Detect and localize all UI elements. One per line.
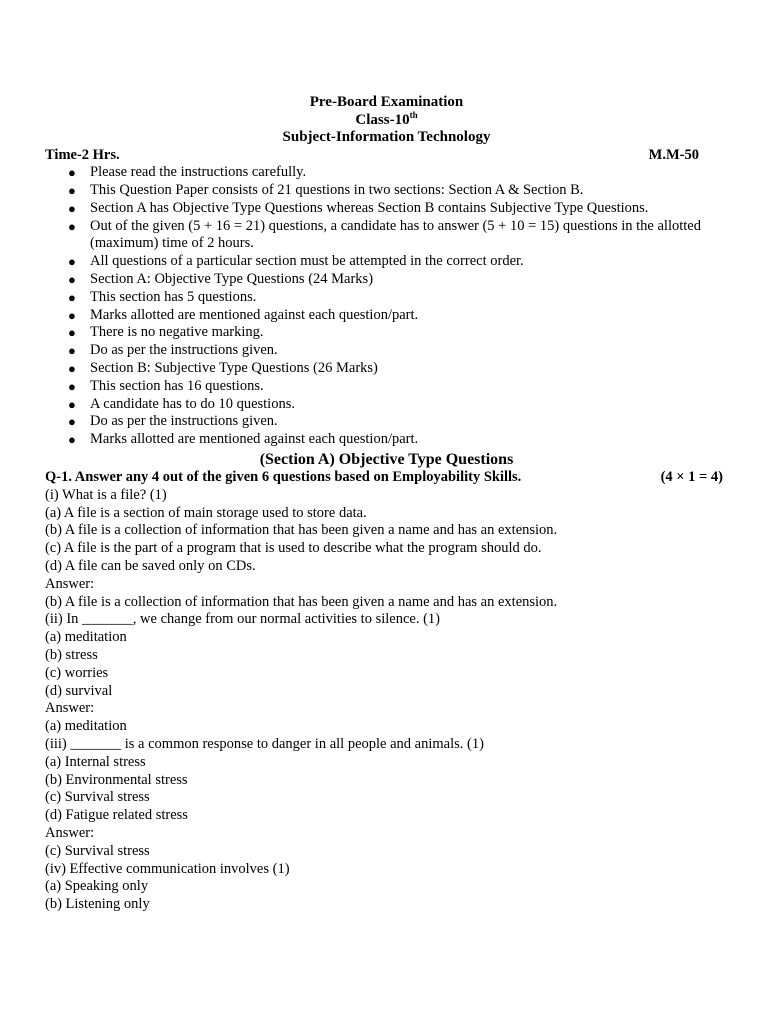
answer-label: Answer: — [45, 700, 95, 717]
option-line: (a) meditation — [45, 629, 127, 646]
instruction-item: ● This section has 16 questions. — [68, 377, 264, 394]
instruction-item: ● Out of the given (5 + 16 = 21) questions, a candidate has to answer (5 + 10 = 15) questions in the allotted (maximum) time of 2 hours. — [68, 217, 701, 252]
option-line: (d) Fatigue related stress — [45, 807, 188, 824]
question-1-text: Q-1. Answer any 4 out of the given 6 questions based on Employability Skills. — [45, 469, 522, 486]
option-line: (a) Internal stress — [45, 753, 146, 770]
option-line: (b) A file is a collection of information that has been given a name and has an extension. — [45, 522, 558, 539]
bullet-icon: ● — [68, 432, 76, 448]
answer-line: (b) A file is a collection of information that has been given a name and has an extension. — [45, 593, 558, 610]
instruction-item: ● Please read the instructions carefully. — [68, 164, 307, 181]
question-lines — [45, 487, 728, 914]
option-line: (b) stress — [45, 647, 98, 664]
instructions-list — [45, 164, 728, 449]
section-a-heading: (Section A) Objective Type Questions — [259, 451, 514, 469]
max-marks-label: M.M-50 — [648, 146, 699, 163]
option-line: (a) A file is a section of main storage used to store data. — [45, 504, 367, 521]
bullet-icon: ● — [68, 183, 76, 199]
bullet-icon: ● — [68, 200, 76, 216]
instruction-item: ● Section B: Subjective Type Questions (26 Marks) — [68, 360, 378, 377]
bullet-icon: ● — [68, 272, 76, 288]
question-1-marks: (4 × 1 = 4) — [660, 469, 723, 486]
question-line: (iv) Effective communication involves (1) — [45, 860, 290, 877]
bullet-icon: ● — [68, 165, 76, 181]
instruction-item: ● This section has 5 questions. — [68, 288, 257, 305]
question-1-row — [45, 469, 728, 487]
class-text: Class-10 — [355, 111, 410, 128]
class-superscript: th — [409, 109, 418, 120]
bullet-icon: ● — [68, 378, 76, 394]
option-line: (c) A file is the part of a program that is used to describe what the program should do. — [45, 540, 542, 557]
answer-label: Answer: — [45, 575, 95, 592]
exam-title: Pre-Board Examination — [309, 94, 464, 110]
instruction-item: ● Marks allotted are mentioned against each question/part. — [68, 306, 419, 323]
instruction-item: ● Marks allotted are mentioned against each question/part. — [68, 431, 419, 448]
option-line: (a) Speaking only — [45, 878, 149, 895]
instruction-item: ● Section A: Objective Type Questions (24 Marks) — [68, 271, 374, 288]
answer-label: Answer: — [45, 824, 95, 841]
option-line: (b) Environmental stress — [45, 771, 188, 788]
bullet-icon: ● — [68, 361, 76, 377]
instruction-item: ● All questions of a particular section must be attempted in the correct order. — [68, 253, 524, 270]
bullet-icon: ● — [68, 325, 76, 341]
time-label: Time-2 Hrs. — [45, 146, 120, 163]
instruction-item: ● Section A has Objective Type Questions whereas Section B contains Subjective Type Questions. — [68, 199, 649, 216]
time-marks-row — [45, 147, 728, 165]
instruction-item: ● This Question Paper consists of 21 questions in two sections: Section A & Section B. — [68, 182, 584, 199]
bullet-icon: ● — [68, 396, 76, 412]
bullet-icon: ● — [68, 414, 76, 430]
bullet-icon: ● — [68, 254, 76, 270]
instruction-item: ● Do as per the instructions given. — [68, 413, 278, 430]
bullet-icon: ● — [68, 307, 76, 323]
answer-line: (a) meditation — [45, 718, 127, 735]
question-line: (iii) _______ is a common response to danger in all people and animals. (1) — [45, 736, 484, 752]
option-line: (c) worries — [45, 664, 109, 681]
bullet-icon: ● — [68, 218, 76, 234]
instruction-item: ● A candidate has to do 10 questions. — [68, 395, 295, 412]
subject-label: Subject-Information Technology — [282, 129, 491, 145]
bullet-icon: ● — [68, 343, 76, 359]
question-line: (ii) In _______, we change from our normal activities to silence. (1) — [45, 611, 441, 628]
class-label — [45, 109, 728, 130]
instruction-item: ● There is no negative marking. — [68, 324, 264, 341]
option-line: (d) survival — [45, 682, 113, 699]
question-line: (i) What is a file? (1) — [45, 486, 167, 503]
instruction-item: ● Do as per the instructions given. — [68, 342, 278, 359]
option-line: (d) A file can be saved only on CDs. — [45, 558, 256, 575]
option-line: (c) Survival stress — [45, 789, 150, 806]
option-line: (b) Listening only — [45, 896, 150, 913]
bullet-icon: ● — [68, 289, 76, 305]
answer-line: (c) Survival stress — [45, 842, 150, 859]
